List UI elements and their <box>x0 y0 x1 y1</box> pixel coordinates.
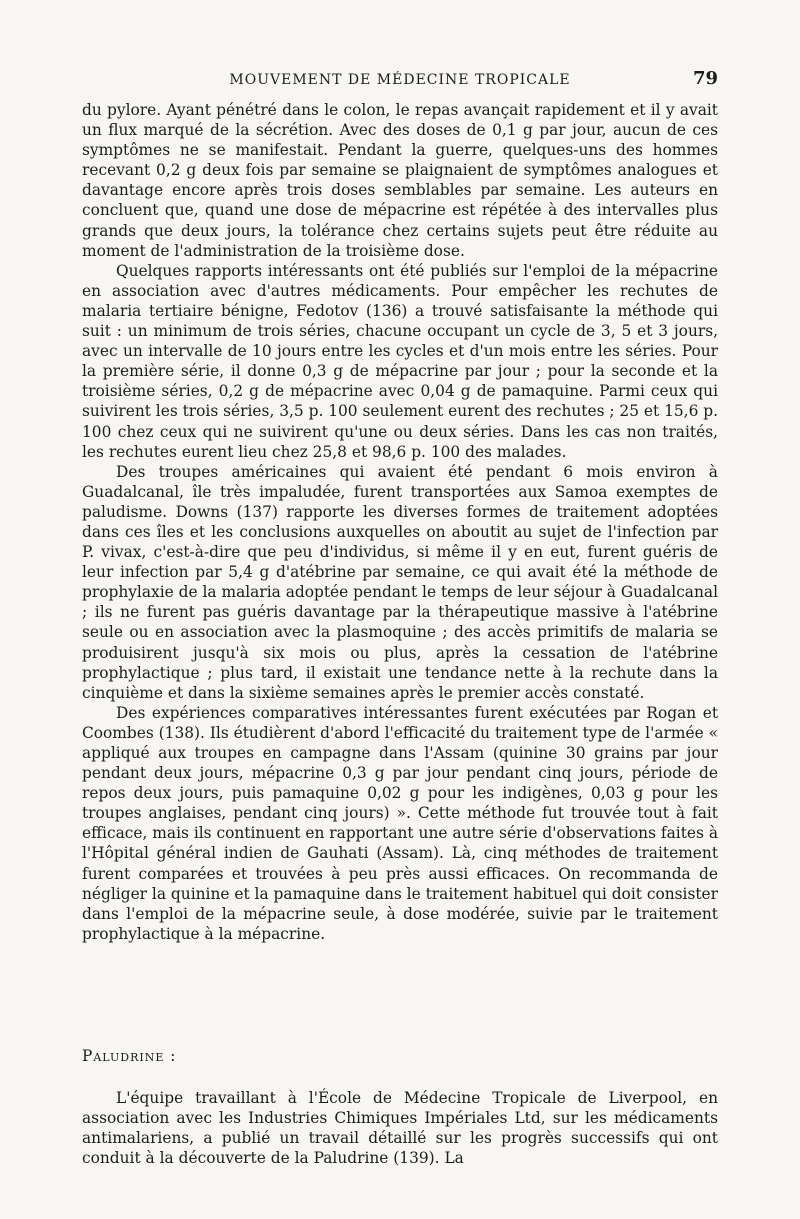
paludrine-section <box>82 1046 718 1168</box>
section-heading: Paludrine : <box>82 1047 177 1065</box>
page-header <box>82 68 718 94</box>
page-number: 79 <box>692 68 718 89</box>
running-title: MOUVEMENT DE MÉDECINE TROPICALE <box>229 72 571 88</box>
body-text <box>82 100 718 944</box>
paragraph: Des troupes américaines qui avaient été pendant 6 mois environ à Guadalcanal, île très impaludée, furent transportées aux Samoa exemptes de paludisme. Downs (137) rapporte les diverses formes de traitement adoptées dans ces îles et les conclusions auxquelles on aboutit au sujet de l'infection par P. vivax, c'est-à-dire que peu d'individus, si même il y en eut, furent guéris de leur infection par 5,4 g d'atébrine par semaine, ce qui avait été la méthode de prophylaxie de la malaria adoptée pendant le temps de leur séjour à Guadalcanal ; ils ne furent pas guéris davantage par la thérapeutique massive à l'atébrine seule ou en association avec la plasmoquine ; des accès primitifs de malaria se produisirent jusqu'à six mois ou plus, après la cessation de l'atébrine prophylactique ; plus tard, il existait une tendance nette à la rechute dans la cinquième et dans la sixième semaines après le premier accès constaté. <box>82 462 718 702</box>
paragraph: Quelques rapports intéressants ont été publiés sur l'emploi de la mépacrine en association avec d'autres médicaments. Pour empêcher les rechutes de malaria tertiaire bénigne, Fedotov (136) a trouvé satisfaisante la méthode qui suit : un minimum de trois séries, chacune occupant un cycle de 3, 5 et 3 jours, avec un intervalle de 10 jours entre les cycles et d'un mois entre les séries. Pour la première série, il donne 0,3 g de mépacrine par jour ; pour la seconde et la troisième séries, 0,2 g de mépacrine avec 0,04 g de pamaquine. Parmi ceux qui suivirent les trois séries, 3,5 p. 100 seulement eurent des rechutes ; 25 et 15,6 p. 100 chez ceux qui ne suivirent qu'une ou deux séries. Dans les cas non traités, les rechutes eurent lieu chez 25,8 et 98,6 p. 100 des malades. <box>82 261 718 461</box>
paragraph: du pylore. Ayant pénétré dans le colon, le repas avançait rapidement et il y avait un flux marqué de la sécrétion. Avec des doses de 0,1 g par jour, aucun de ces symptômes ne se manifestait. Pendant la guerre, quelques-uns des hommes recevant 0,2 g deux fois par semaine se plaignaient de symptômes analogues et davantage encore après trois doses semblables par semaine. Les auteurs en concluent que, quand une dose de mépacrine est répétée à des intervalles plus grands que deux jours, la tolérance chez certains sujets peut être réduite au moment de l'administration de la troisième dose. <box>82 101 718 260</box>
paragraph: Des expériences comparatives intéressantes furent exécutées par Rogan et Coombes (138). Ils étudièrent d'abord l'efficacité du traitement type de l'armée « appliqué aux troupes en campagne dans l'Assam (quinine 30 grains par jour pendant deux jours, mépacrine 0,3 g par jour pendant cinq jours, période de repos deux jours, puis pamaquine 0,02 g pour les indigènes, 0,03 g pour les troupes anglaises, pendant cinq jours) ». Cette méthode fut trouvée tout à fait efficace, mais ils continuent en rapportant une autre série d'observations faites à l'Hôpital général indien de Gauhati (Assam). Là, cinq méthodes de traitement furent comparées et trouvées à peu près aussi efficaces. On recommanda de négliger la quinine et la pamaquine dans le traitement habituel qui doit consister dans l'emploi de la mépacrine seule, à dose modérée, suivie par le traitement prophylactique à la mépacrine. <box>82 703 718 943</box>
paragraph: L'équipe travaillant à l'École de Médecine Tropicale de Liverpool, en association avec les Industries Chimiques Impériales Ltd, sur les médicaments antimalariens, a publié un travail détaillé sur les progrès successifs qui ont conduit à la découverte de la Paludrine (139). La <box>82 1089 718 1168</box>
